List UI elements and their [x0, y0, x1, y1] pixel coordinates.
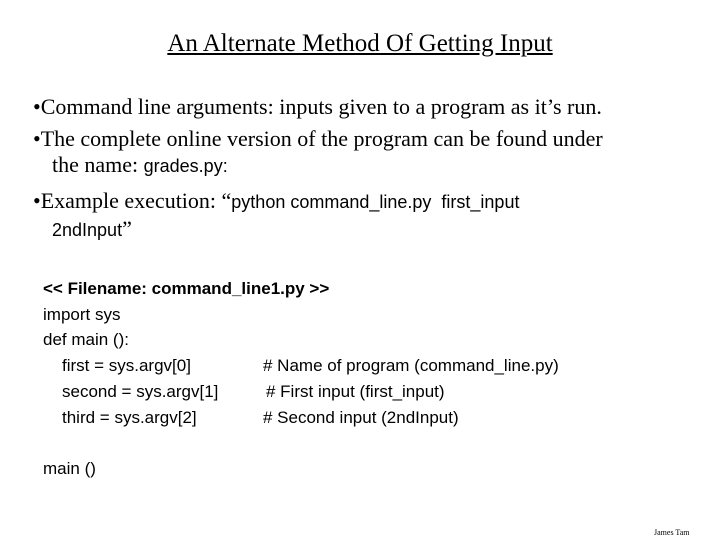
bullet-2-text: The complete online version of the program can be found under	[40, 126, 603, 151]
bullet-marker: •	[33, 126, 41, 151]
slide-title: An Alternate Method Of Getting Input	[167, 30, 553, 57]
code-line-def: def main ():	[43, 330, 129, 349]
bullet-1-text: Command line arguments: inputs given to a program as it’s run.	[40, 94, 602, 119]
code-filename-line: << Filename: command_line1.py >>	[43, 279, 330, 298]
bullet-2-filename: grades.py:	[143, 156, 228, 176]
bullet-3-code: python command_line.py first_input	[231, 192, 520, 212]
bullet-1	[33, 94, 602, 120]
code-line-third: third = sys.argv[2]	[62, 408, 197, 427]
code-line-call: main ()	[43, 459, 96, 478]
bullet-3-continuation	[52, 216, 132, 242]
bullet-3	[33, 188, 519, 214]
code-line-import: import sys	[43, 305, 121, 324]
bullet-marker: •	[33, 94, 41, 119]
bullet-marker: •	[33, 188, 41, 213]
bullet-3-close-quote: ”	[122, 216, 132, 241]
bullet-3-text: Example execution: “	[40, 188, 232, 213]
code-line-second: second = sys.argv[1]	[62, 382, 219, 401]
code-comment-first: # Name of program (command_line.py)	[263, 356, 559, 375]
bullet-2	[33, 126, 603, 152]
code-line-first: first = sys.argv[0]	[62, 356, 191, 375]
code-comment-third: # Second input (2ndInput)	[263, 408, 459, 427]
footer-author: James Tam	[654, 528, 690, 537]
bullet-3-cont-code: 2ndInput	[52, 220, 123, 240]
bullet-2-cont-text: the name:	[52, 152, 144, 177]
bullet-2-continuation	[52, 152, 228, 178]
code-comment-second: # First input (first_input)	[266, 382, 445, 401]
